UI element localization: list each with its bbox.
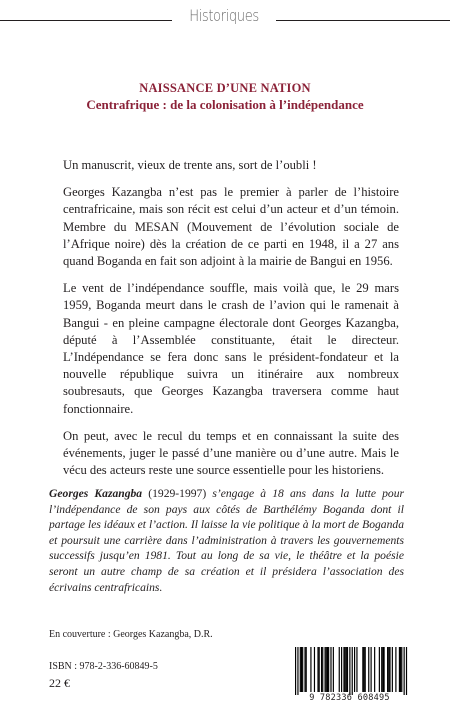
barcode-bar xyxy=(395,647,396,692)
barcode-bar xyxy=(326,647,327,692)
barcode-bar xyxy=(392,647,393,692)
barcode xyxy=(286,645,413,707)
barcode-digits: 9 782336 608495 xyxy=(309,693,390,703)
barcode-bar xyxy=(295,647,296,695)
barcode-bar xyxy=(384,647,385,692)
isbn: ISBN : 978-2-336-60849-5 xyxy=(49,661,158,672)
barcode-bar xyxy=(300,647,301,692)
barcode-bar xyxy=(325,647,326,692)
blurb-paragraph: On peut, avec le recul du temps et en connaissant la suite des événements, juger le passé d’une manière ou d’une autre. Mais le vécu des acteurs reste une source essentielle pour les historiens. xyxy=(63,428,399,478)
blurb-paragraph: Un manuscrit, vieux de trente ans, sort de l’oubli ! xyxy=(63,158,317,172)
author-name: Georges Kazangba xyxy=(49,487,143,500)
barcode-bar xyxy=(339,647,340,692)
barcode-bar xyxy=(341,647,342,692)
barcode-bar xyxy=(368,647,369,692)
barcode-bar xyxy=(345,647,346,692)
barcode-bar xyxy=(349,647,350,695)
barcode-bar xyxy=(374,647,375,692)
series-name: Historiques xyxy=(189,6,259,25)
barcode-bar xyxy=(302,647,303,692)
barcode-bar xyxy=(354,647,355,692)
barcode-bar xyxy=(401,647,402,692)
price: 22 € xyxy=(49,676,70,690)
barcode-bar xyxy=(356,647,357,692)
barcode-bar xyxy=(381,647,382,692)
barcode-bar xyxy=(306,647,307,692)
barcode-bar xyxy=(388,647,389,692)
barcode-bar xyxy=(317,647,318,692)
barcode-bar xyxy=(310,647,311,692)
barcode-bar xyxy=(322,647,323,692)
barcode-bar xyxy=(382,647,383,692)
barcode-bar xyxy=(319,647,320,692)
barcode-bar xyxy=(314,647,315,692)
barcode-bar xyxy=(327,647,328,692)
blurb xyxy=(63,157,399,489)
barcode-bar xyxy=(371,647,372,692)
book-subtitle: Centrafrique : de la colonisation à l’indépendance xyxy=(86,97,364,112)
barcode-bar xyxy=(301,647,302,692)
series-rule-right xyxy=(276,20,450,21)
barcode-bar xyxy=(328,647,329,692)
barcode-bar xyxy=(362,647,363,692)
cover-credit: En couverture : Georges Kazangba, D.R. xyxy=(49,629,213,640)
series-rule-left xyxy=(0,20,172,21)
barcode-bar xyxy=(399,647,400,692)
book-title: NAISSANCE D’UNE NATION xyxy=(139,81,311,95)
author-dates: (1929-1997) xyxy=(148,487,207,500)
blurb-paragraph: Le vent de l’indépendance souffle, mais voilà que, le 29 mars 1959, Boganda meurt dans le crash de l’avion qui le ramenait à Bangui - en pleine campagne électorale dont Georges Kazangba, député à l’Assemblée constituante, était le directeur. L’Indépendance se fera donc sans le président-fondateur et la nouvelle république suivra un itinéraire aux nombreux soubresauts, que Georges Kazangba traversera comme haut fonctionnaire. xyxy=(63,281,399,416)
barcode-bars xyxy=(286,645,413,695)
barcode-bar xyxy=(406,647,407,695)
barcode-bar xyxy=(400,647,401,692)
barcode-bar xyxy=(387,647,388,692)
barcode-bar xyxy=(321,647,322,692)
barcode-bar xyxy=(333,647,334,692)
blurb-paragraph: Georges Kazangba n’est pas le premier à parler de l’histoire centrafricaine, mais son récit est celui d’un acteur et d’un témoin. Membre du MESAN (Mouvement de l’évolution sociale de l’Afrique noire) dès la création de ce parti en 1948, il a 27 ans quand Boganda en fait son adjoint à la mairie de Bangui en 1956. xyxy=(63,185,399,269)
barcode-bar xyxy=(363,647,364,692)
barcode-bar xyxy=(347,647,348,692)
author-bio-text: s’engage à 18 ans dans la lutte pour l’indépendance de son pays aux côtés de Barthélémy Boganda dont il partage les idéaux et l’action. Il laisse la vie politique à la mort de Boganda et poursuit une carrière dans l’administration à travers les gouvernements successifs jusqu’en 1981. Tout au long de sa vie, le théâtre et la poésie seront un autre champ de sa création et il présidera l’association des écrivains centrafricains. xyxy=(49,487,405,594)
barcode-bar xyxy=(352,647,353,695)
barcode-bar xyxy=(389,647,390,692)
barcode-bar xyxy=(365,647,366,692)
barcode-bar xyxy=(304,647,305,692)
barcode-bar xyxy=(379,647,380,692)
barcode-bar xyxy=(404,647,405,695)
author-bio xyxy=(49,486,404,595)
series-header xyxy=(0,0,450,42)
barcode-bar xyxy=(330,647,331,692)
barcode-bar xyxy=(297,647,298,695)
barcode-bar xyxy=(346,647,347,692)
barcode-bar xyxy=(343,647,344,692)
